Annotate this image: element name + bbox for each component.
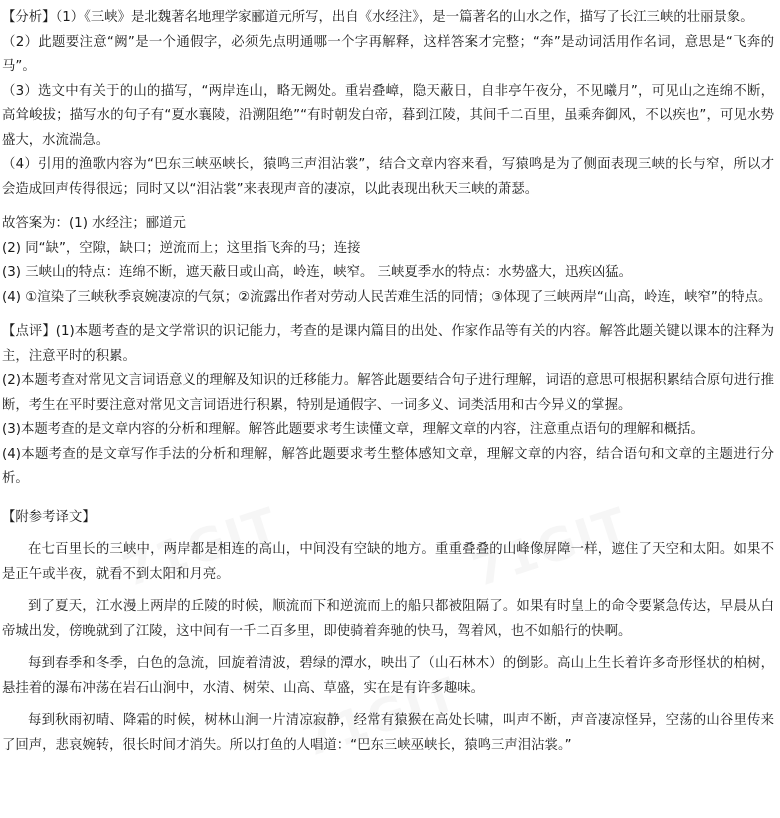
analysis-paragraph-2: （2）此题要注意“阙”是一个通假字，必须先点明通哪一个字再解释，这样答案才完整；“奔”是动词活用作名词，意思是“飞奔的马”。	[2, 34, 774, 74]
translation-paragraph-4: 每到秋雨初晴、降霜的时候，树林山涧一片清凉寂静，经常有猿猴在高处长啸，叫声不断，声音凄凉怪异，空荡的山谷里传来了回声，悲哀婉转，很长时间才消失。所以打鱼的人唱道：“巴东三峡巫峡长，猿鸣三声泪沾裳。”	[2, 713, 774, 753]
translation-paragraph-2: 到了夏天，江水漫上两岸的丘陵的时候，顺流而下和逆流而上的船只都被阻隔了。如果有时皇上的命令要紧急传达，早晨从白帝城出发，傍晚就到了江陵，这中间有一千二百多里，即使骑着奔驰的快马，驾着风，也不如船行的快啊。	[2, 599, 774, 639]
answer-line-3: (3) 三峡山的特点：连绵不断，遮天蔽日或山高，岭连，峡窄。 三峡夏季水的特点：水势盛大，迅疾凶猛。	[2, 265, 633, 280]
analysis-paragraph-4: （4）引用的渔歌内容为“巴东三峡巫峡长，猿鸣三声泪沾裳”，结合文章内容来看，写猿鸣是为了侧面表现三峡的长与窄，所以才会造成回声传得很远；同时又以“泪沾裳”来表现声音的凄凉，以此表现出秋天三峡的萧瑟。	[2, 157, 774, 197]
answer-section	[2, 212, 774, 310]
translation-paragraph-3: 每到春季和冬季，白色的急流，回旋着清波，碧绿的潭水，映出了（山石林木）的倒影。高山上生长着许多奇形怪状的柏树，悬挂着的瀑布冲荡在岩石山涧中，水清、树荣、山高、草盛，实在是有许多趣味。	[2, 656, 774, 696]
translation-paragraph-1: 在七百里长的三峡中，两岸都是相连的高山，中间没有空缺的地方。重重叠叠的山峰像屏障一样，遮住了天空和太阳。如果不是正午或半夜，就看不到太阳和月亮。	[2, 542, 774, 582]
comment-section	[2, 320, 774, 492]
comment-paragraph-2: (2)本题考查对常见文言词语意义的理解及知识的迁移能力。解答此题要结合句子进行理解，词语的意思可根据积累结合原句进行推断，考生在平时要注意对常见文言词语进行积累，特别是通假字、一词多义、词类活用和古今异义的掌握。	[2, 373, 774, 413]
translation-section	[2, 506, 774, 759]
translation-heading: 【附参考译文】	[2, 509, 96, 525]
analysis-paragraph-3: （3）选文中有关于的山的描写，“两岸连山，略无阙处。重岩叠嶂，隐天蔽日，自非亭午夜分，不见曦月”，可见山之连绵不断，高耸峻拔；描写水的句子有“夏水襄陵，沿溯阻绝”“有时朝发白帝，暮到江陵，其间千二百里，虽乘奔御风，不以疾也”，可见水势盛大，水流湍急。	[2, 83, 774, 148]
answer-line-1: 故答案为：(1) 水经注；郦道元	[2, 216, 186, 231]
answer-line-4: (4) ①渲染了三峡秋季哀婉凄凉的气氛；②流露出作者对劳动人民苦难生活的同情；③体现了三峡两岸“山高，岭连，峡窄”的特点。	[2, 289, 772, 305]
answer-line-2: (2) 同“缺”，空隙，缺口；逆流而上；这里指飞奔的马；连接	[2, 240, 361, 256]
comment-paragraph-3: (3)本题考查的是文章内容的分析和理解。解答此题要求考生读懂文章，理解文章的内容，注意重点语句的理解和概括。	[2, 422, 704, 437]
analysis-section	[2, 6, 774, 202]
comment-paragraph-4: (4)本题考查的是文章写作手法的分析和理解，解答此题要求考生整体感知文章，理解文章的内容，结合语句和文章的主题进行分析。	[2, 446, 774, 486]
comment-paragraph-1: 【点评】(1)本题考查的是文学常识的识记能力，考查的是课内篇目的出处、作家作品等有关的内容。解答此题关键以课本的注释为主，注意平时的积累。	[2, 324, 774, 364]
analysis-paragraph-1: 【分析】（1）《三峡》是北魏著名地理学家郦道元所写，出自《水经注》，是一篇著名的山水之作，描写了长江三峡的壮丽景象。	[2, 10, 754, 25]
